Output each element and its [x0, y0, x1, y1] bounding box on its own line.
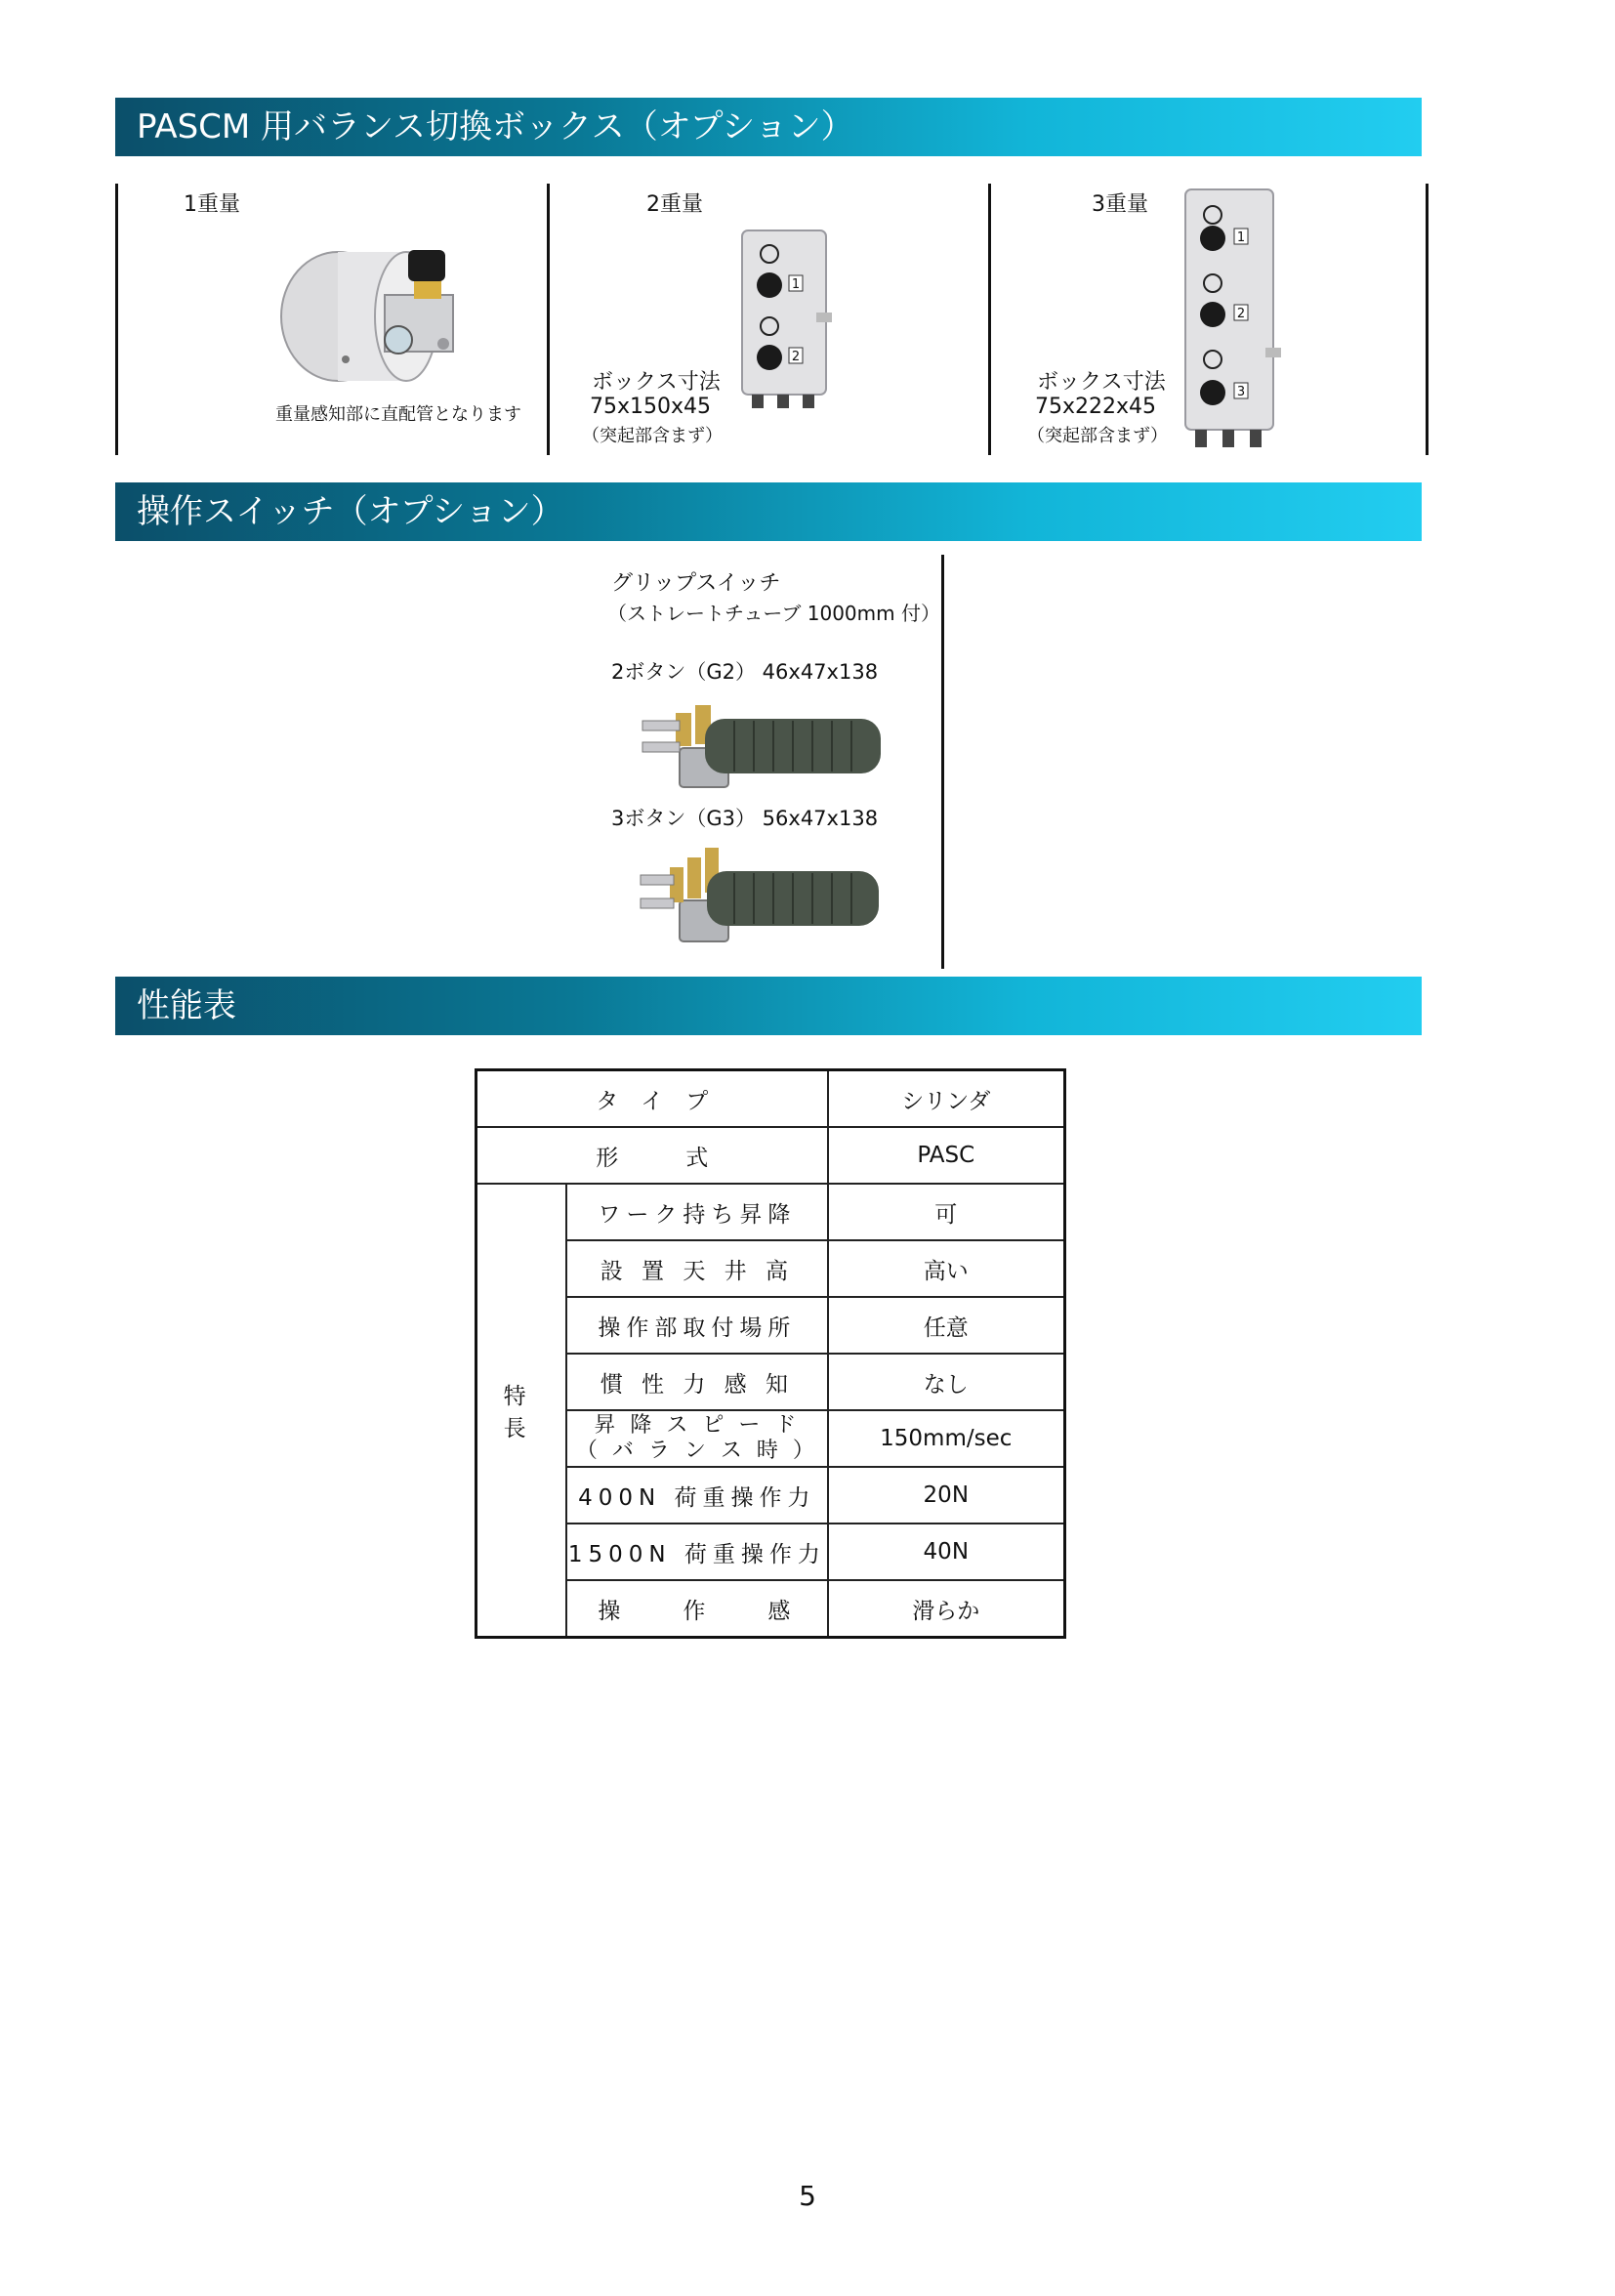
- grip-switch-g2-image: [637, 691, 887, 797]
- section-title-balance-box: PASCM 用バランス切換ボックス（オプション）: [115, 98, 1422, 156]
- table-cell-label: [566, 1410, 827, 1467]
- box-size-value: 75x222x45: [1035, 395, 1157, 419]
- table-header-label: タ イ プ: [476, 1070, 828, 1128]
- table-cell-label: 設 置 天 井 高: [566, 1240, 827, 1297]
- knob-number: 1: [791, 277, 801, 292]
- box-size-note: （突起部含まず）: [1027, 426, 1168, 446]
- heading-3-weight: 3重量: [1092, 192, 1148, 217]
- table-row: [476, 1184, 1065, 1240]
- box-size-note: （突起部含まず）: [582, 426, 723, 446]
- box-size-value: 75x150x45: [590, 395, 712, 419]
- table-row: [476, 1070, 1065, 1128]
- heading-1-weight: 1重量: [184, 192, 240, 217]
- table-cell-label: 1500N 荷重操作力: [566, 1524, 827, 1580]
- section-title-performance: 性能表: [115, 977, 1422, 1035]
- grip-g2-label: 2ボタン（G2） 46x47x138: [611, 660, 879, 684]
- grip-switch-g3-image: [637, 838, 887, 953]
- box-size-label: ボックス寸法: [1037, 370, 1166, 395]
- table-cell-value: 滑らか: [828, 1580, 1065, 1638]
- knob-number: 1: [1236, 230, 1246, 245]
- table-cell-value: 20N: [828, 1467, 1065, 1524]
- performance-table: [475, 1068, 1066, 1639]
- grip-switch-name: グリップスイッチ: [611, 571, 781, 596]
- knob-number: 2: [1236, 307, 1246, 321]
- table-form-label: 形 式: [476, 1127, 828, 1184]
- table-form-value: PASC: [828, 1127, 1065, 1184]
- grip-switch-subtitle: （ストレートチューブ 1000mm 付）: [607, 602, 940, 625]
- divider: [941, 555, 944, 969]
- balance-box-3-image: [1178, 186, 1295, 455]
- divider: [547, 184, 550, 455]
- grip-g3-label: 3ボタン（G3） 56x47x138: [611, 807, 879, 830]
- table-group-label: 特 長: [476, 1184, 567, 1638]
- divider: [1426, 184, 1429, 455]
- table-cell-value: なし: [828, 1354, 1065, 1410]
- table-cell-label-line2: （ バ ラ ン ス 時 ）: [575, 1439, 818, 1463]
- table-cell-value: 任意: [828, 1297, 1065, 1354]
- table-cell-label: 操作部取付場所: [566, 1297, 827, 1354]
- table-cell-label-line1: 昇 降 ス ピ ー ド: [594, 1413, 801, 1438]
- heading-2-weight: 2重量: [646, 192, 703, 217]
- box-size-label: ボックス寸法: [592, 370, 721, 395]
- table-cell-value: 高い: [828, 1240, 1065, 1297]
- table-cell-value: 可: [828, 1184, 1065, 1240]
- cylinder-device-image: [269, 238, 475, 395]
- section-title-operation-switch: 操作スイッチ（オプション）: [115, 482, 1422, 541]
- caption-direct-pipe: 重量感知部に直配管となります: [275, 404, 521, 425]
- table-cell-value: 40N: [828, 1524, 1065, 1580]
- divider: [115, 184, 118, 455]
- table-header-value: シリンダ: [828, 1070, 1065, 1128]
- divider: [988, 184, 991, 455]
- knob-number: 2: [791, 350, 801, 364]
- balance-box-2-image: [734, 227, 840, 412]
- table-cell-label: 400N 荷重操作力: [566, 1467, 827, 1524]
- table-row: [476, 1127, 1065, 1184]
- table-cell-label: ワーク持ち昇降: [566, 1184, 827, 1240]
- page-number: 5: [799, 2180, 816, 2212]
- knob-number: 3: [1236, 385, 1246, 399]
- table-cell-label: 慣 性 力 感 知: [566, 1354, 827, 1410]
- table-cell-value: 150mm/sec: [828, 1410, 1065, 1467]
- table-cell-label: 操 作 感: [566, 1580, 827, 1638]
